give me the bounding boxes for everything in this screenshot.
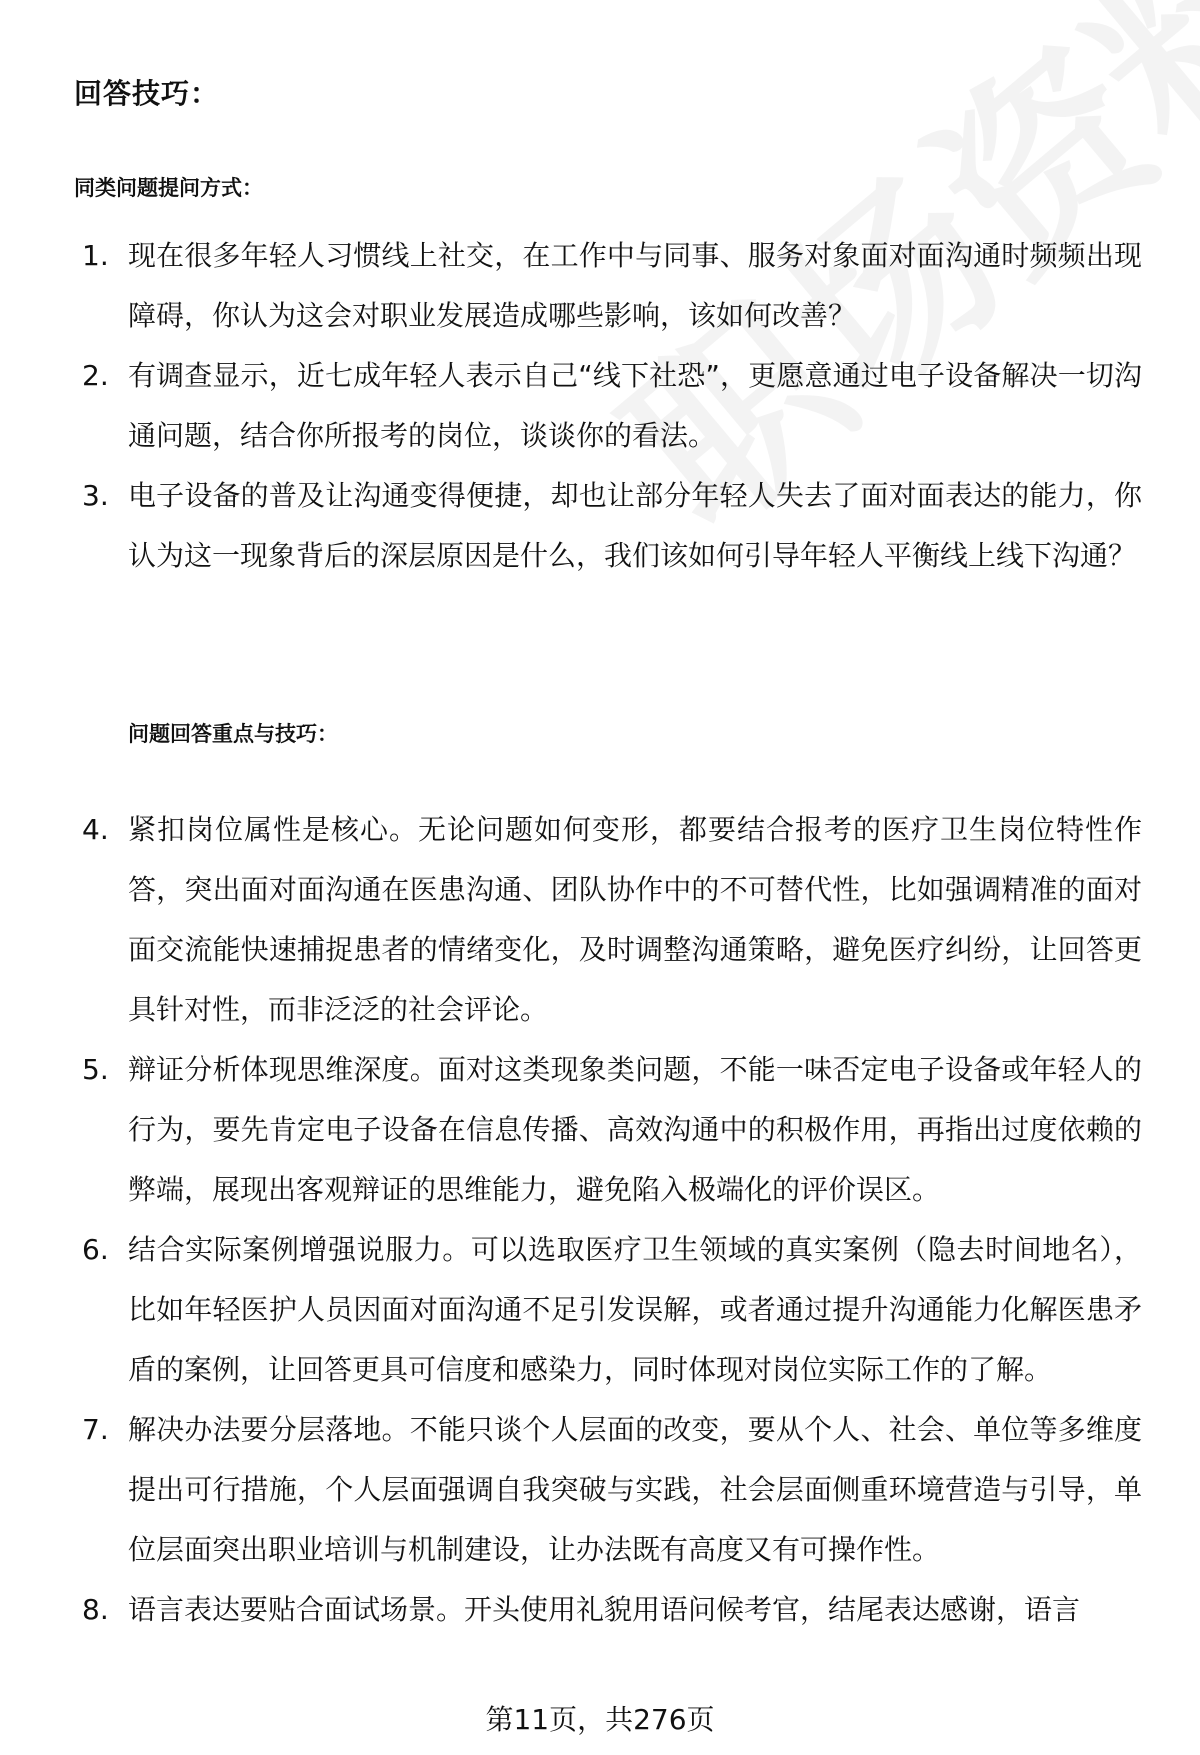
list-item xyxy=(82,1580,1142,1640)
page-footer: 第11页，共276页 xyxy=(485,1703,715,1736)
item-number: 2. xyxy=(82,359,109,392)
list-item xyxy=(82,346,1142,466)
list-item xyxy=(82,226,1142,346)
list-item xyxy=(82,1040,1142,1220)
list-item xyxy=(82,466,1142,586)
item-number: 4. xyxy=(82,813,109,846)
item-number: 1. xyxy=(82,239,109,272)
item-text: 解决办法要分层落地。不能只谈个人层面的改变，要从个人、社会、单位等多维度提出可行措施，个人层面强调自我突破与实践，社会层面侧重环境营造与引导，单位层面突出职业培训与机制建设，让办法既有高度又有可操作性。 xyxy=(128,1413,1142,1566)
list-item xyxy=(82,800,1142,1040)
item-number: 5. xyxy=(82,1053,109,1086)
item-number: 3. xyxy=(82,479,109,512)
page-title: 回答技巧： xyxy=(74,77,220,110)
similar-questions-list xyxy=(82,226,1142,586)
item-number: 7. xyxy=(82,1413,109,1446)
item-text: 电子设备的普及让沟通变得便捷，却也让部分年轻人失去了面对面表达的能力，你认为这一现象背后的深层原因是什么，我们该如何引导年轻人平衡线上线下沟通？ xyxy=(128,479,1142,572)
item-text: 紧扣岗位属性是核心。无论问题如何变形，都要结合报考的医疗卫生岗位特性作答，突出面对面沟通在医患沟通、团队协作中的不可替代性，比如强调精准的面对面交流能快速捕捉患者的情绪变化，及时调整沟通策略，避免医疗纠纷，让回答更具针对性，而非泛泛的社会评论。 xyxy=(128,813,1142,1026)
item-text: 辩证分析体现思维深度。面对这类现象类问题，不能一味否定电子设备或年轻人的行为，要先肯定电子设备在信息传播、高效沟通中的积极作用，再指出过度依赖的弊端，展现出客观辩证的思维能力，避免陷入极端化的评价误区。 xyxy=(128,1053,1142,1206)
list-item xyxy=(82,1220,1142,1400)
tips-list xyxy=(82,800,1142,1640)
item-number: 6. xyxy=(82,1233,109,1266)
item-text: 现在很多年轻人习惯线上社交，在工作中与同事、服务对象面对面沟通时频频出现障碍，你认为这会对职业发展造成哪些影响，该如何改善？ xyxy=(128,239,1142,332)
item-text: 有调查显示，近七成年轻人表示自己“线下社恐”，更愿意通过电子设备解决一切沟通问题，结合你所报考的岗位，谈谈你的看法。 xyxy=(128,359,1142,452)
tips-heading: 问题回答重点与技巧： xyxy=(128,722,338,746)
similar-questions-heading: 同类问题提问方式： xyxy=(74,176,263,200)
list-item xyxy=(82,1400,1142,1580)
item-text: 结合实际案例增强说服力。可以选取医疗卫生领域的真实案例（隐去时间地名），比如年轻医护人员因面对面沟通不足引发误解，或者通过提升沟通能力化解医患矛盾的案例，让回答更具可信度和感染力，同时体现对岗位实际工作的了解。 xyxy=(128,1233,1142,1386)
item-number: 8. xyxy=(82,1593,109,1626)
item-text: 语言表达要贴合面试场景。开头使用礼貌用语问候考官，结尾表达感谢，语言 xyxy=(128,1593,1081,1626)
